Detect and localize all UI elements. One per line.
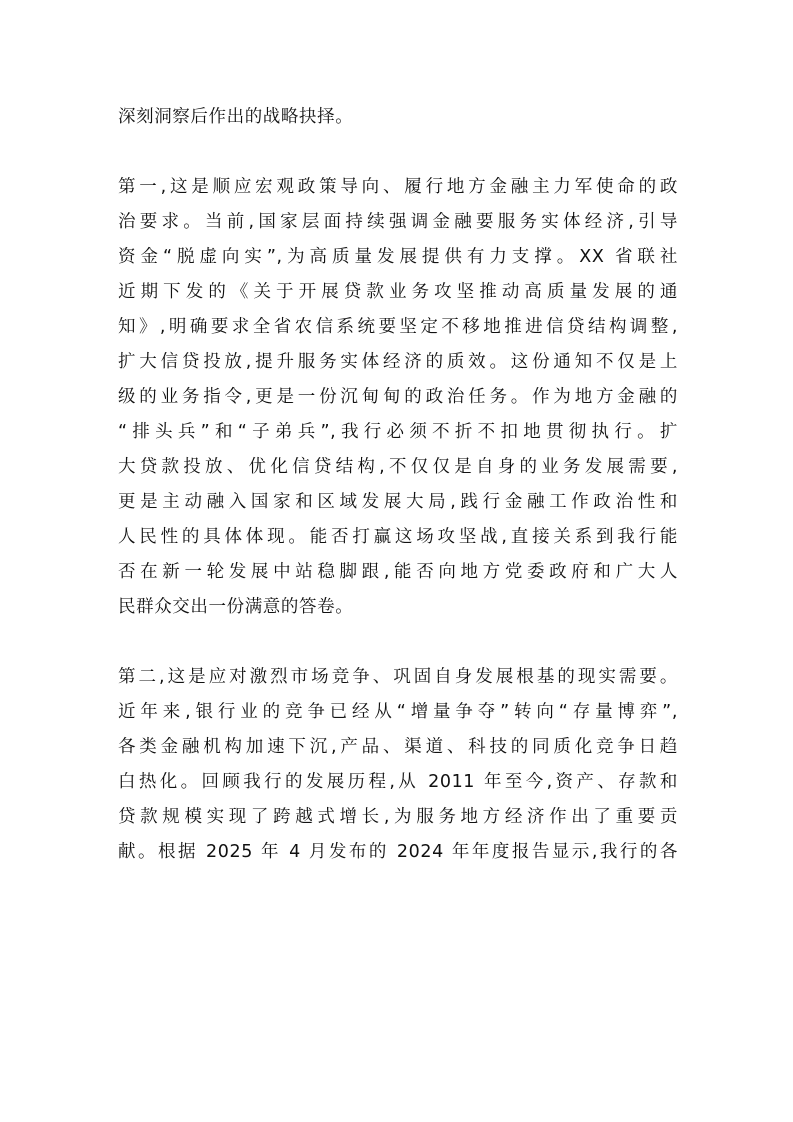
text-line: 白热化。回顾我行的发展历程,从 2011 年至今,资产、存款和 (118, 772, 678, 792)
text-line: 否在新一轮发展中站稳脚跟,能否向地方党委政府和广大人 (118, 562, 678, 582)
text-line: 深刻洞察后作出的战略抉择。 (118, 107, 354, 127)
text-line: 贷款规模实现了跨越式增长,为服务地方经济作出了重要贡 (118, 807, 678, 827)
text-line: 资金“脱虚向实”,为高质量发展提供有力支撑。XX 省联社 (118, 247, 678, 267)
text-line: 民群众交出一份满意的答卷。 (118, 597, 354, 617)
document-body (118, 100, 678, 870)
text-line: 人民性的具体体现。能否打赢这场攻坚战,直接关系到我行能 (118, 527, 678, 547)
text-line: 知》,明确要求全省农信系统要坚定不移地推进信贷结构调整, (118, 317, 678, 337)
paragraph-1 (118, 170, 678, 625)
text-line: 治要求。当前,国家层面持续强调金融要服务实体经济,引导 (118, 212, 678, 232)
text-line: 各类金融机构加速下沉,产品、渠道、科技的同质化竞争日趋 (118, 737, 678, 757)
text-line: “排头兵”和“子弟兵”,我行必须不折不扣地贯彻执行。扩 (118, 422, 678, 442)
text-line: 更是主动融入国家和区域发展大局,践行金融工作政治性和 (118, 492, 678, 512)
text-line: 近期下发的《关于开展贷款业务攻坚推动高质量发展的通 (118, 282, 678, 302)
text-line: 第二,这是应对激烈市场竞争、巩固自身发展根基的现实需要。 (118, 667, 678, 687)
paragraph-gap (118, 135, 678, 170)
text-line: 献。根据 2025 年 4 月发布的 2024 年年度报告显示,我行的各 (118, 842, 678, 862)
text-line: 大贷款投放、优化信贷结构,不仅仅是自身的业务发展需要, (118, 457, 678, 477)
text-line: 近年来,银行业的竞争已经从“增量争夺”转向“存量博弈”, (118, 702, 678, 722)
paragraph-0 (118, 100, 678, 135)
paragraph-gap (118, 625, 678, 660)
text-line: 扩大信贷投放,提升服务实体经济的质效。这份通知不仅是上 (118, 352, 678, 372)
text-line: 级的业务指令,更是一份沉甸甸的政治任务。作为地方金融的 (118, 387, 678, 407)
text-line: 第一,这是顺应宏观政策导向、履行地方金融主力军使命的政 (118, 177, 678, 197)
paragraph-2 (118, 660, 678, 870)
